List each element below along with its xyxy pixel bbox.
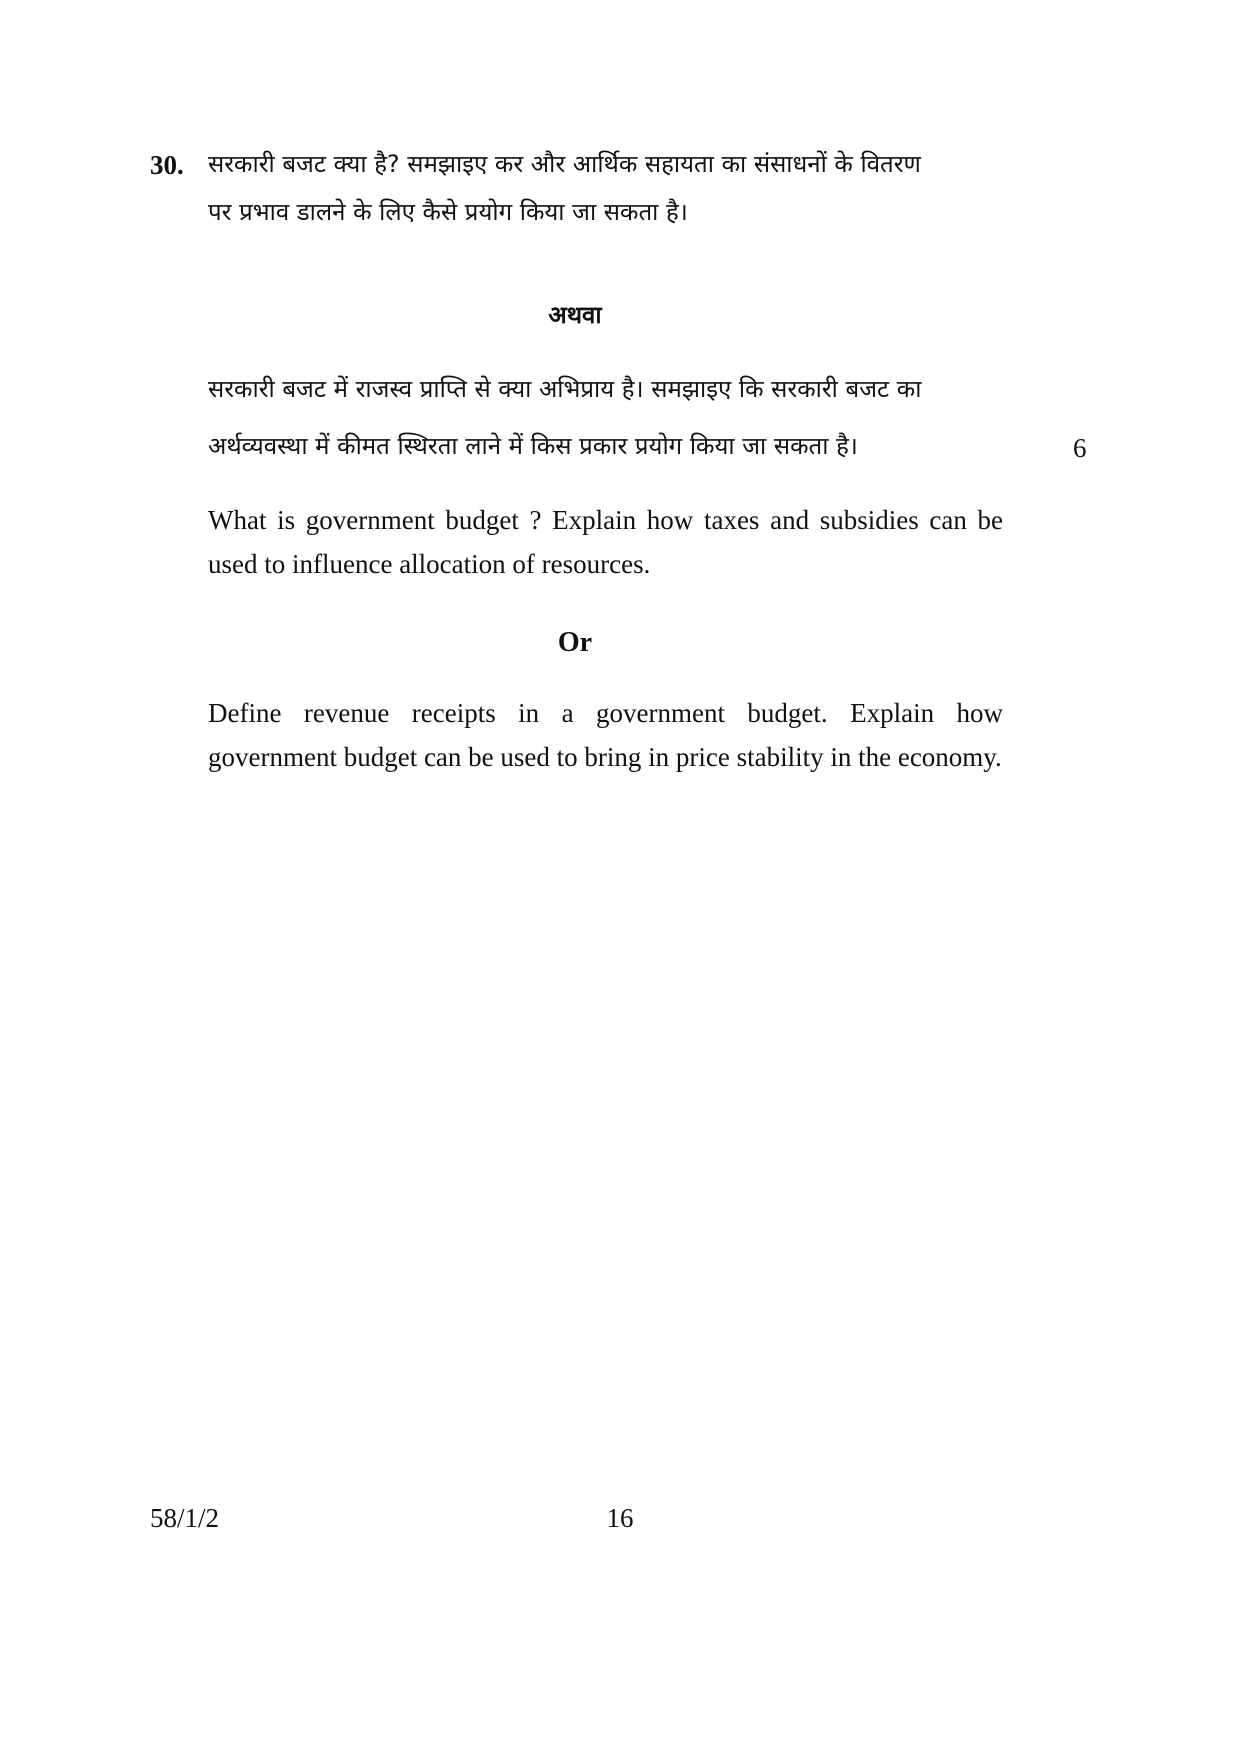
hindi-part2-line-1: सरकारी बजट में राजस्व प्राप्ति से क्या अभिप्राय है। समझाइए कि सरकारी बजट का [208, 375, 922, 403]
hindi-part1-line-2: पर प्रभाव डालने के लिए कैसे प्रयोग किया जा सकता है। [208, 198, 688, 226]
marks-value: 6 [1073, 433, 1087, 463]
english-question-part1: What is government budget ? Explain how taxes and subsidies can be used to influence allocation of resources. [208, 505, 1003, 579]
hindi-part2-line-2: अर्थव्यवस्था में कीमत स्थिरता लाने में किस प्रकार प्रयोग किया जा सकता है। [208, 432, 858, 460]
page-number: 16 [606, 1503, 634, 1533]
question-number: 30. [150, 150, 184, 180]
hindi-or-heading: अथवा [548, 301, 602, 329]
paper-code: 58/1/2 [150, 1503, 220, 1533]
english-question-part2: Define revenue receipts in a government budget. Explain how government budget can be used to bring in price stability in the economy. [208, 698, 1003, 772]
hindi-part1-line-1: सरकारी बजट क्या है? समझाइए कर और आर्थिक सहायता का संसाधनों के वितरण [208, 150, 921, 178]
english-or-heading: Or [557, 627, 593, 658]
